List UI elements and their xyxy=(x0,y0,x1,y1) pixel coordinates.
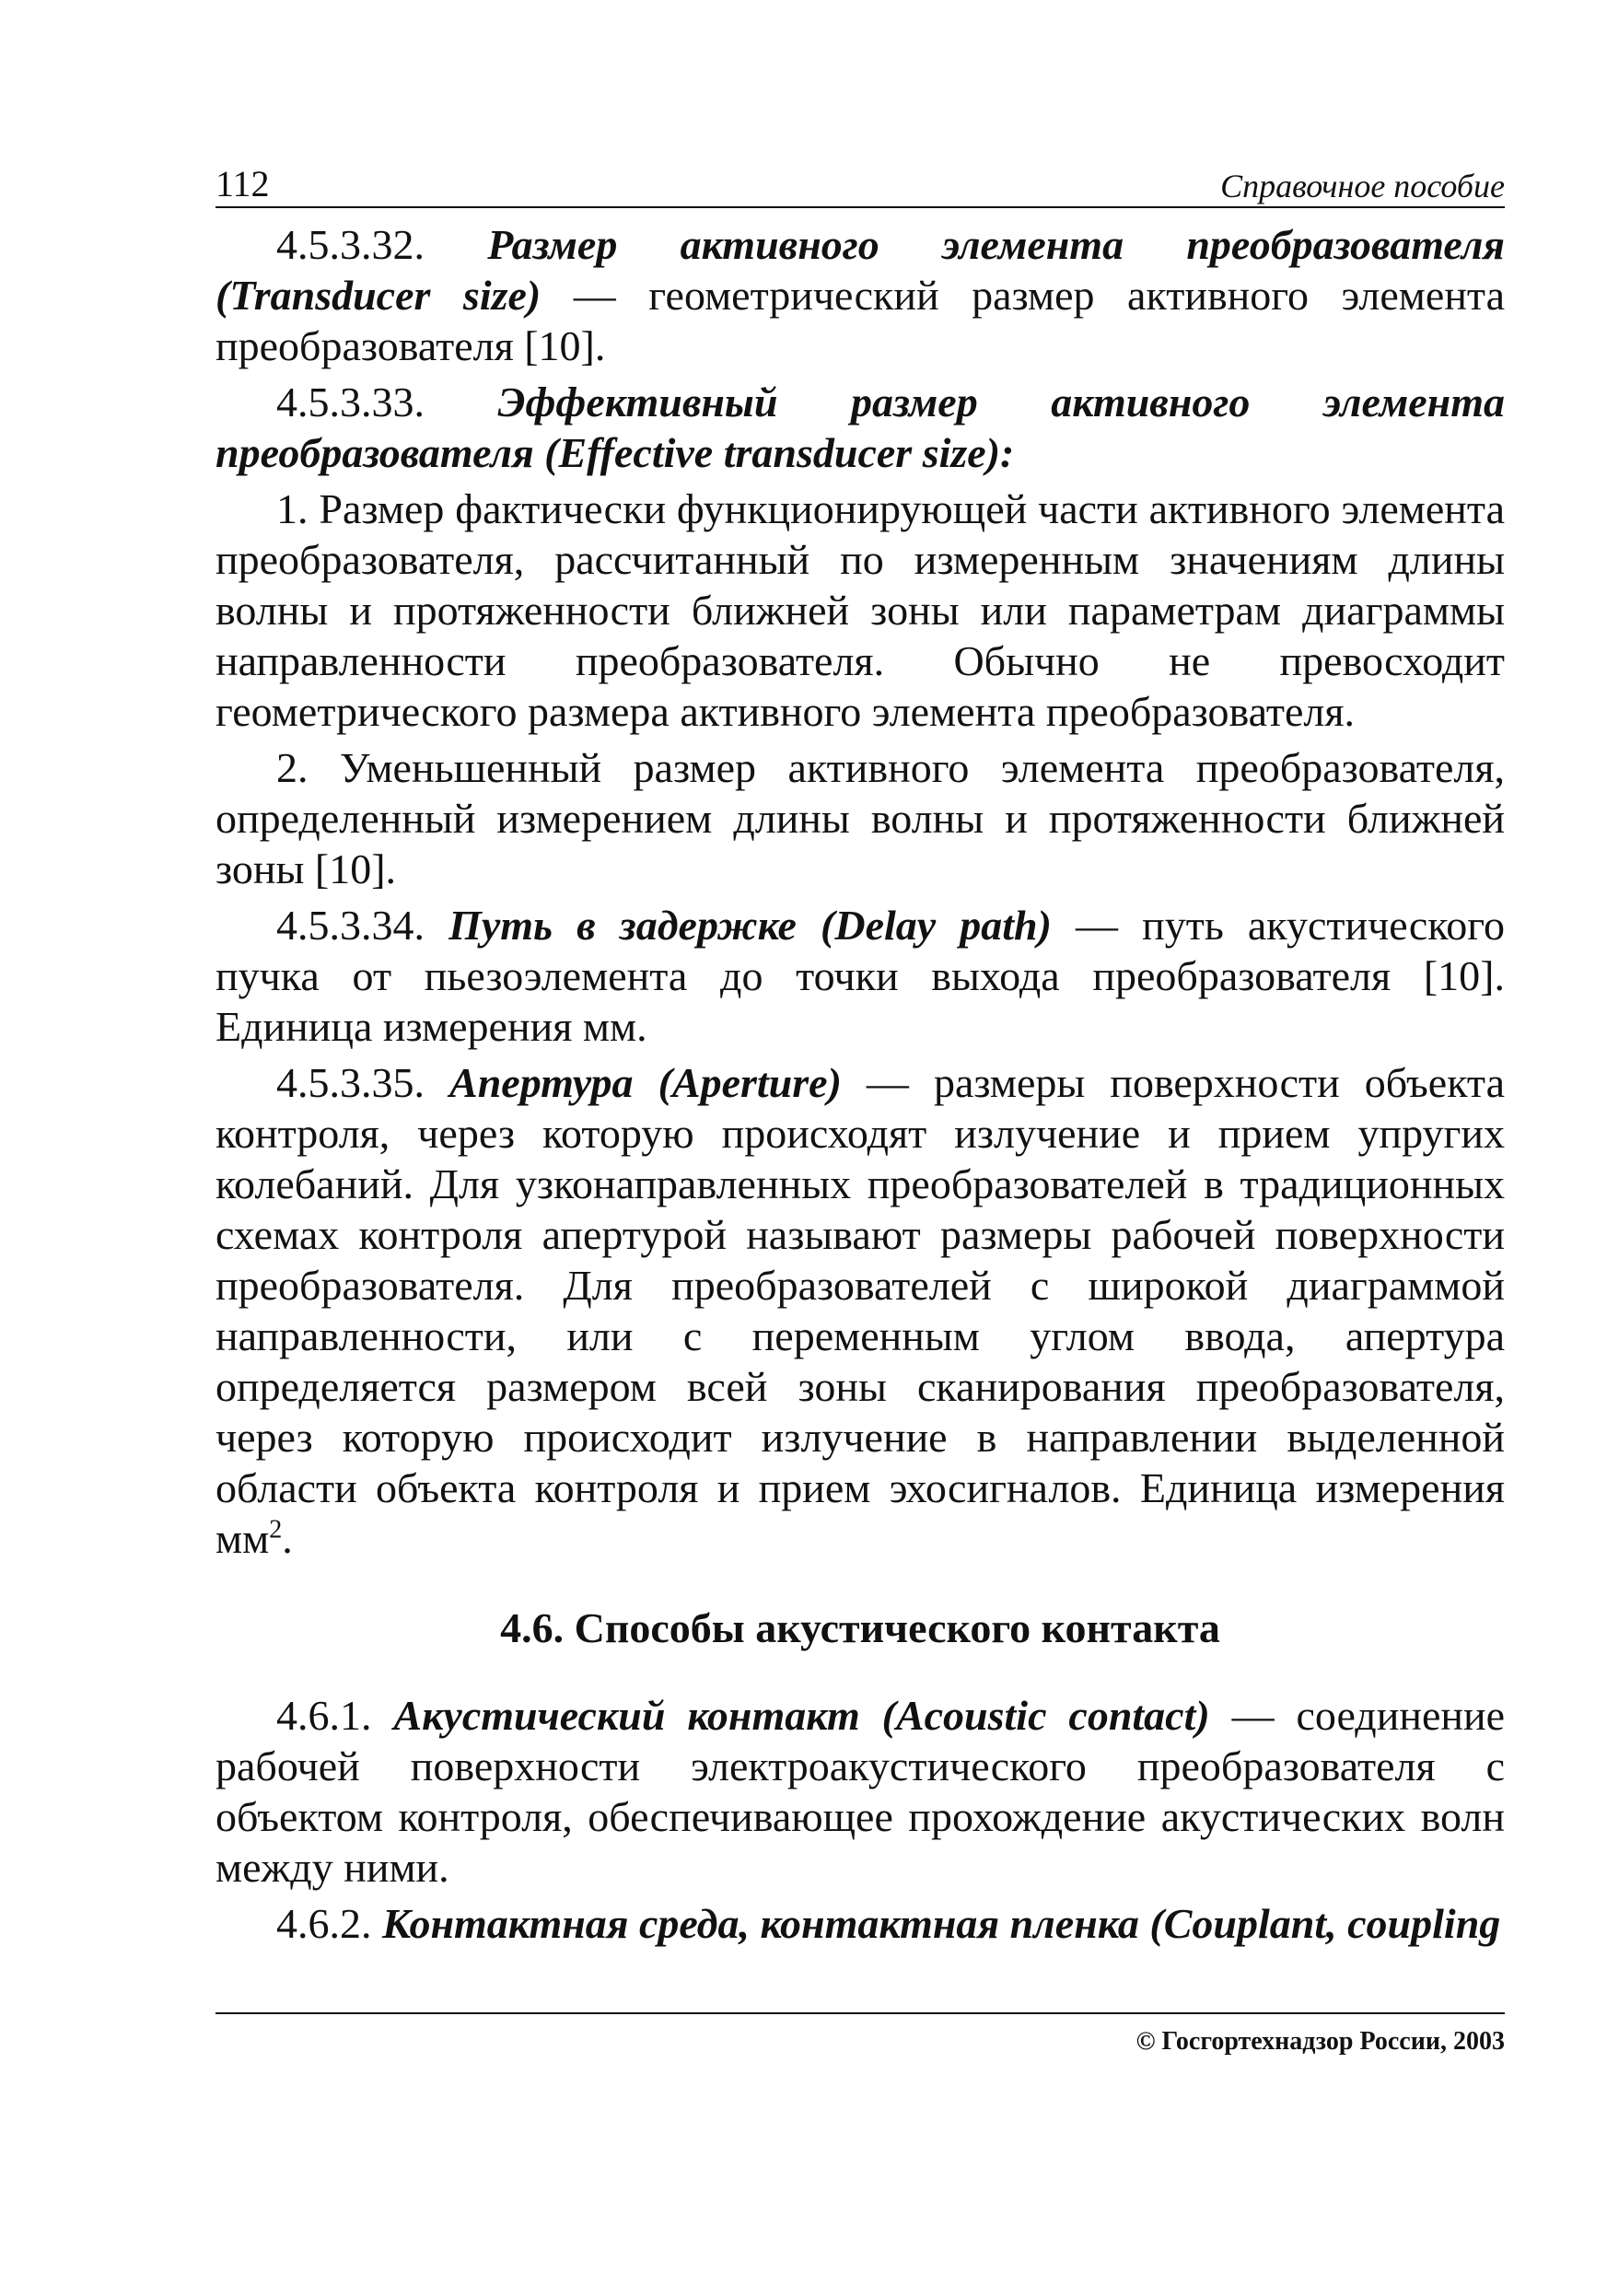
entry-definition: — размеры поверхности объекта контроля, через которую происходят излучение и прием упругих колебаний. Для узконаправленных преобразователей в традиционных схемах контроля апертурой называют размеры рабочей поверхности преобразователя. Для преобразователей с широкой диаграммой направленности, или с переменным углом ввода, апертура определяется размером всей зоны сканирования преобразователя, через которую происходит излучение в направлении выделенной области объекта контроля и прием эхосигналов. Единица измерения мм xyxy=(215,1059,1506,1562)
section-heading: 4.6. Способы акустического контакта xyxy=(500,1604,1220,1651)
entry-4-6-1 xyxy=(215,1690,1505,1893)
entry-number: 4.5.3.33. xyxy=(276,379,425,425)
entry-number: 4.5.3.34. xyxy=(276,902,425,949)
entry-4-5-3-33 xyxy=(215,377,1505,478)
entry-4-5-3-32 xyxy=(215,219,1505,371)
entry-term: Путь в задержке (Delay path) xyxy=(448,902,1052,949)
entry-end: . xyxy=(282,1515,293,1562)
entry-number: 4.5.3.35. xyxy=(276,1059,425,1106)
entry-definition: — путь акустического пучка от пьезоэлемента до точки выхода преобразователя [10]. Единица измерения мм. xyxy=(215,902,1505,1050)
entry-definition: — геометрический размер активного элемента преобразователя [10]. xyxy=(215,272,1506,369)
entry-term: Акустический контакт (Acoustic contact) xyxy=(393,1692,1210,1739)
entry-4-5-3-33-item-1: 1. Размер фактически функционирующей части активного элемента преобразователя, рассчитанный по измеренным значениям длины волны и протяженности ближней зоны или параметрам диаграммы направленности преобразователя. Обычно не превосходит геометрического размера активного элемента преобразователя. xyxy=(215,485,1505,735)
page-number: 112 xyxy=(215,163,270,204)
page-body xyxy=(215,219,1505,1954)
entry-number: 4.6.2. xyxy=(276,1900,372,1947)
entry-4-5-3-34 xyxy=(215,900,1505,1052)
entry-term: Апертура (Aperture) xyxy=(449,1059,842,1106)
entry-term: Эффективный размер активного элемента преобразователя (Effective transducer size): xyxy=(215,379,1505,476)
running-title: Справочное пособие xyxy=(1220,168,1505,204)
entry-4-5-3-33-item-2: 2. Уменьшенный размер активного элемента преобразователя, определенный измерением длины волны и протяженности ближней зоны [10]. xyxy=(215,744,1505,892)
page-footer xyxy=(215,2012,1505,2057)
entry-number: 4.6.1. xyxy=(276,1692,372,1739)
entry-4-5-3-35 xyxy=(215,1057,1505,1564)
entry-term: Размер активного элемента преобразователя (Transducer size) xyxy=(215,221,1506,319)
page-header xyxy=(215,162,1505,208)
copyright-notice: © Госгортехнадзор России, 2003 xyxy=(1135,2027,1505,2056)
entry-definition: — соединение рабочей поверхности электроакустического преобразователя с объектом контроля, обеспечивающее прохождение акустических волн между ними. xyxy=(215,1692,1506,1891)
unit-superscript: 2 xyxy=(269,1515,283,1544)
entry-number: 4.5.3.32. xyxy=(276,221,425,268)
entry-4-6-2 xyxy=(215,1898,1505,1949)
entry-term: Контактная среда, контактная пленка (Couplant, coupling xyxy=(382,1900,1501,1947)
